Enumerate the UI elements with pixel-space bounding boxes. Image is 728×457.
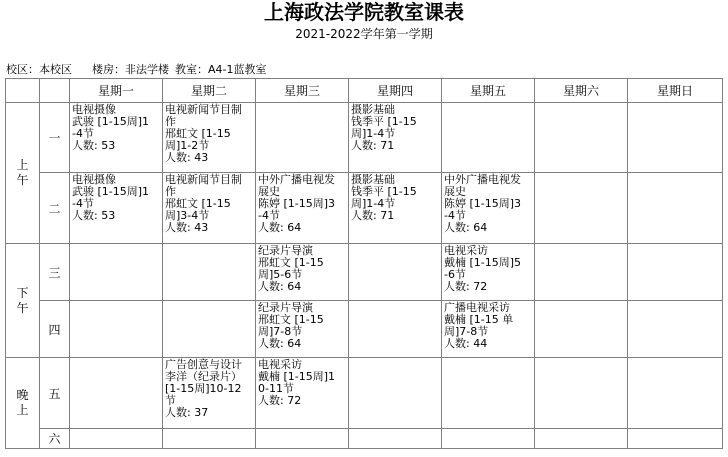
- course-line: -4节: [72, 197, 94, 210]
- course-cell[interactable]: [349, 103, 442, 173]
- course-line: 邢虹文 [1-15: [165, 127, 231, 140]
- course-cell[interactable]: [535, 244, 628, 301]
- course-cell[interactable]: [628, 429, 723, 449]
- course-line: 武骏 [1-15周]1: [72, 115, 150, 128]
- course-line: 作: [165, 185, 176, 198]
- course-line: 周]1-4节: [351, 127, 396, 140]
- course-cell[interactable]: [256, 429, 349, 449]
- course-cell[interactable]: [70, 429, 163, 449]
- course-line: 戴楠 [1-15周]1: [258, 370, 336, 383]
- course-line: 中外广播电视发: [444, 173, 521, 186]
- course-entry: [442, 173, 534, 234]
- course-line: 周]1-4节: [351, 197, 396, 210]
- course-cell[interactable]: [628, 244, 723, 301]
- course-line: 戴楠 [1-15 单: [444, 313, 514, 326]
- course-line: 人数: 72: [258, 394, 302, 407]
- course-cell[interactable]: [628, 173, 723, 244]
- course-cell[interactable]: [163, 244, 256, 301]
- course-line: 作: [165, 115, 176, 128]
- course-cell[interactable]: [442, 358, 535, 429]
- course-line: 人数: 53: [72, 139, 116, 152]
- course-cell[interactable]: [442, 301, 535, 358]
- header-row: [6, 79, 723, 103]
- course-cell[interactable]: [349, 173, 442, 244]
- course-line: 周]5-6节: [258, 268, 303, 281]
- course-entry: [442, 301, 534, 350]
- course-line: 人数: 64: [258, 337, 302, 350]
- course-cell[interactable]: [349, 244, 442, 301]
- page-title: 上海政法学院教室课表: [264, 0, 464, 24]
- course-line: 中外广播电视发: [258, 173, 335, 186]
- course-line: 摄影基础: [351, 103, 395, 116]
- course-line: 摄影基础: [351, 173, 395, 186]
- course-line: -4节: [258, 209, 280, 222]
- course-cell[interactable]: [442, 173, 535, 244]
- course-line: 人数: 71: [351, 209, 395, 222]
- course-cell[interactable]: [163, 301, 256, 358]
- course-line: 邢虹文 [1-15: [165, 197, 231, 210]
- course-line: 邢虹文 [1-15: [258, 256, 324, 269]
- course-entry: [442, 244, 534, 293]
- course-cell[interactable]: [70, 173, 163, 244]
- course-line: 周]1-2节: [165, 139, 210, 152]
- course-entry: [349, 103, 441, 152]
- course-line: 电视新闻节目制: [165, 103, 242, 116]
- course-cell[interactable]: [442, 244, 535, 301]
- course-line: 0-11节: [258, 382, 294, 395]
- period-label-1: 一: [40, 103, 70, 173]
- course-cell[interactable]: [535, 429, 628, 449]
- course-cell[interactable]: [163, 429, 256, 449]
- period-label-2: 二: [40, 173, 70, 244]
- course-cell[interactable]: [163, 103, 256, 173]
- period-row-6: [6, 429, 723, 449]
- course-cell[interactable]: [70, 301, 163, 358]
- course-cell[interactable]: [442, 429, 535, 449]
- course-cell[interactable]: [256, 301, 349, 358]
- day-header-thu: 星期四: [349, 79, 442, 103]
- course-line: 人数: 64: [258, 280, 302, 293]
- course-line: 电视摄像: [72, 103, 116, 116]
- course-cell[interactable]: [349, 301, 442, 358]
- course-line: 节: [165, 394, 176, 407]
- day-header-fri: 星期五: [442, 79, 535, 103]
- semester-subtitle: 2021-2022学年第一学期: [295, 27, 433, 41]
- course-line: 电视摄像: [72, 173, 116, 186]
- building-label: 楼房：非法学楼: [92, 63, 169, 76]
- course-line: 人数: 72: [444, 280, 488, 293]
- campus-label: 校区：本校区: [6, 63, 72, 76]
- course-cell[interactable]: [628, 358, 723, 429]
- course-entry: [163, 358, 255, 419]
- day-header-sun: 星期日: [628, 79, 723, 103]
- day-header-wed: 星期三: [256, 79, 349, 103]
- course-cell[interactable]: [349, 429, 442, 449]
- group-morning: 上 午: [6, 103, 40, 244]
- course-cell[interactable]: [70, 244, 163, 301]
- course-entry: [256, 173, 348, 234]
- course-line: 展史: [258, 185, 280, 198]
- course-line: 周]3-4节: [165, 209, 210, 222]
- course-line: 人数: 53: [72, 209, 116, 222]
- course-entry: [256, 244, 348, 293]
- course-line: 人数: 43: [165, 221, 209, 234]
- period-row-5: [6, 358, 723, 429]
- period-row-1: [6, 103, 723, 173]
- course-line: -4节: [444, 209, 466, 222]
- period-label-3: 三: [40, 244, 70, 301]
- course-line: 人数: 43: [165, 151, 209, 164]
- period-row-3: [6, 244, 723, 301]
- course-cell[interactable]: [349, 358, 442, 429]
- course-line: 陈婷 [1-15周]3: [258, 197, 336, 210]
- group-evening: 晚 上: [6, 358, 40, 449]
- course-cell[interactable]: [256, 244, 349, 301]
- day-header-sat: 星期六: [535, 79, 628, 103]
- room-info: [6, 63, 273, 76]
- day-header-tue: 星期二: [163, 79, 256, 103]
- course-line: 人数: 71: [351, 139, 395, 152]
- period-row-4: [6, 301, 723, 358]
- period-label-6: 六: [40, 429, 70, 449]
- course-cell[interactable]: [535, 358, 628, 429]
- period-label-4: 四: [40, 301, 70, 358]
- course-cell[interactable]: [256, 103, 349, 173]
- course-cell[interactable]: [628, 301, 723, 358]
- course-line: 广播电视采访: [444, 301, 510, 314]
- course-line: 电视新闻节目制: [165, 173, 242, 186]
- course-line: 纪录片导演: [258, 301, 313, 314]
- course-line: 人数: 37: [165, 406, 209, 419]
- course-cell[interactable]: [442, 103, 535, 173]
- course-line: 周]7-8节: [444, 325, 489, 338]
- course-line: 人数: 64: [444, 221, 488, 234]
- course-cell[interactable]: [535, 301, 628, 358]
- course-cell[interactable]: [70, 103, 163, 173]
- course-cell[interactable]: [163, 173, 256, 244]
- course-entry: [256, 358, 348, 407]
- course-line: 钱季平 [1-15: [351, 115, 417, 128]
- course-cell[interactable]: [535, 173, 628, 244]
- course-cell[interactable]: [535, 103, 628, 173]
- course-line: 陈婷 [1-15周]3: [444, 197, 522, 210]
- course-line: 广告创意与设计: [165, 358, 242, 371]
- period-label-5: 五: [40, 358, 70, 429]
- timetable: [5, 78, 723, 449]
- course-cell[interactable]: [256, 358, 349, 429]
- course-entry: [70, 173, 162, 222]
- course-entry: [256, 301, 348, 350]
- course-entry: [70, 103, 162, 152]
- course-line: 钱季平 [1-15: [351, 185, 417, 198]
- course-cell[interactable]: [256, 173, 349, 244]
- course-entry: [163, 103, 255, 164]
- course-line: 李洋（纪录片）: [165, 370, 242, 383]
- course-line: 电视采访: [444, 244, 488, 257]
- course-cell[interactable]: [628, 103, 723, 173]
- group-afternoon: 下 午: [6, 244, 40, 358]
- day-header-mon: 星期一: [70, 79, 163, 103]
- course-cell[interactable]: [70, 358, 163, 429]
- period-row-2: [6, 173, 723, 244]
- corner-cell: [6, 79, 40, 103]
- course-line: 展史: [444, 185, 466, 198]
- course-line: 人数: 64: [258, 221, 302, 234]
- course-line: 武骏 [1-15周]1: [72, 185, 150, 198]
- course-line: 邢虹文 [1-15: [258, 313, 324, 326]
- course-line: 周]7-8节: [258, 325, 303, 338]
- course-line: 电视采访: [258, 358, 302, 371]
- course-line: -6节: [444, 268, 466, 281]
- course-line: -4节: [72, 127, 94, 140]
- course-line: 纪录片导演: [258, 244, 313, 257]
- course-cell[interactable]: [163, 358, 256, 429]
- corner-cell: [40, 79, 70, 103]
- course-line: 戴楠 [1-15周]5: [444, 256, 522, 269]
- course-entry: [163, 173, 255, 234]
- course-entry: [349, 173, 441, 222]
- course-line: 人数: 44: [444, 337, 488, 350]
- course-line: [1-15周]10-12: [165, 382, 242, 395]
- room-label: 教室：A4-1蓝教室: [175, 63, 267, 76]
